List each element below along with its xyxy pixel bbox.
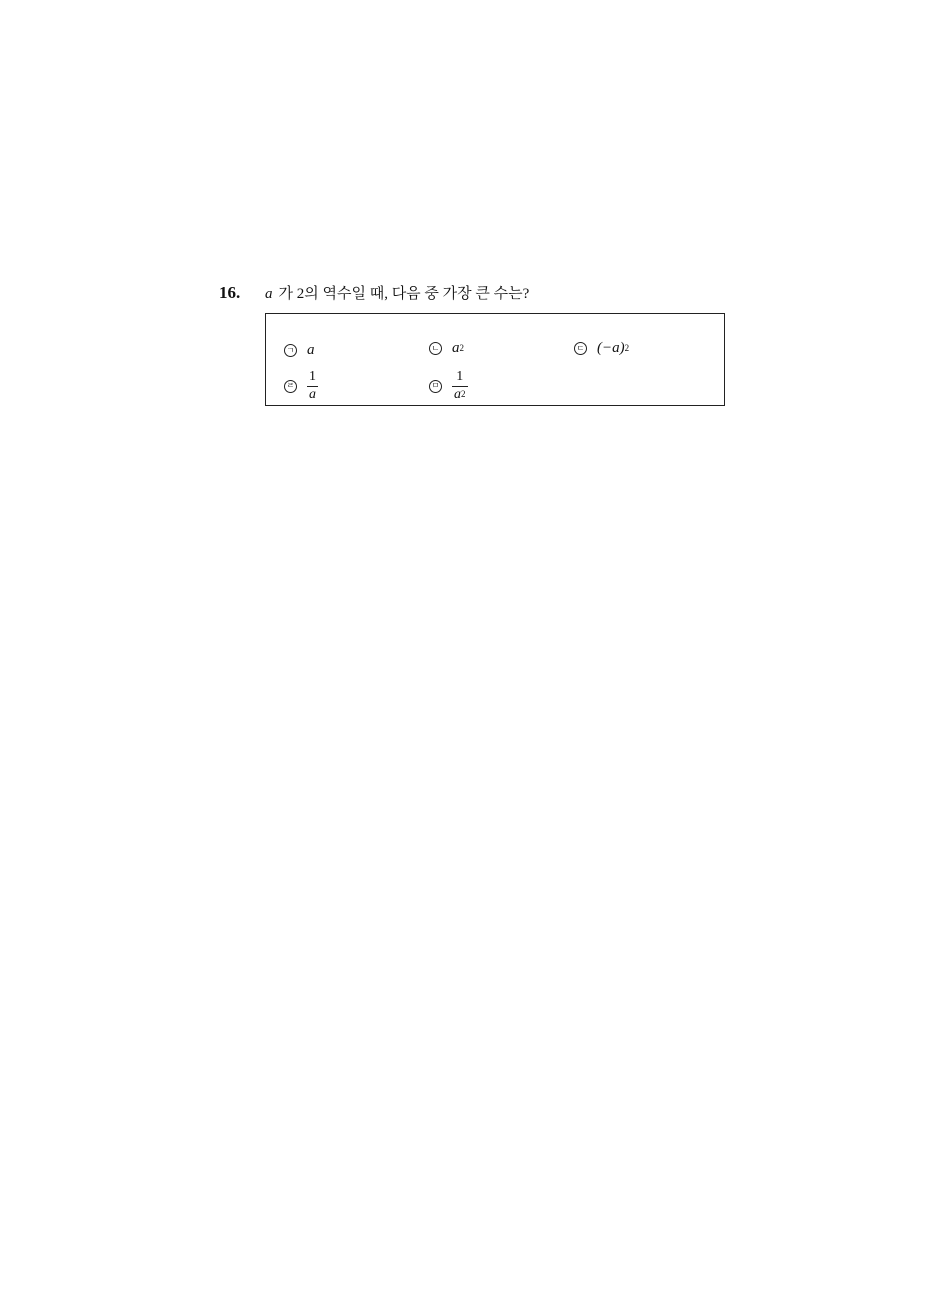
expression-base: (−a): [597, 340, 625, 356]
fraction: [452, 370, 468, 402]
denominator-exponent: 2: [461, 388, 466, 399]
fraction-denominator: [452, 388, 468, 403]
choice-3[interactable]: [574, 340, 629, 357]
choice-marker: ㄴ: [429, 342, 442, 355]
question-16: [219, 282, 739, 402]
question-body: 가 2의 역수일 때, 다음 중 가장 큰 수는?: [278, 286, 530, 302]
question-number: 16.: [219, 283, 241, 302]
expression-base: a: [452, 340, 460, 356]
choice-expression: [452, 340, 464, 357]
choice-marker: ㄱ: [284, 344, 297, 357]
expression-base: a: [307, 342, 315, 358]
fraction-numerator: 1: [309, 369, 316, 384]
choice-expression: [597, 340, 629, 357]
question-variable: a: [265, 286, 273, 302]
denominator-base: a: [454, 386, 461, 402]
choice-2[interactable]: [429, 340, 464, 357]
choice-marker: ㄷ: [574, 342, 587, 355]
choice-5[interactable]: [429, 370, 468, 402]
choices-box: [265, 313, 725, 406]
fraction: [307, 370, 318, 402]
choice-1[interactable]: [284, 342, 315, 359]
choice-expression: [307, 342, 315, 359]
question-header: [219, 282, 739, 306]
expression-exponent: 2: [624, 343, 630, 353]
choice-4[interactable]: [284, 370, 318, 402]
choice-marker: ㅁ: [429, 380, 442, 393]
fraction-denominator: a: [309, 386, 316, 402]
question-text: [265, 282, 529, 303]
fraction-numerator: 1: [456, 369, 464, 384]
expression-exponent: 2: [459, 343, 464, 353]
choice-marker: ㄹ: [284, 380, 297, 393]
